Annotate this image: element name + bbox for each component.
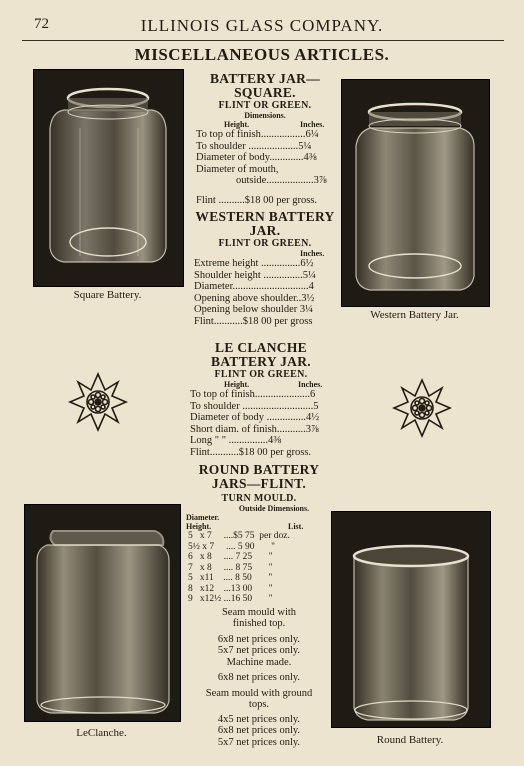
round-jars-note: 5x7 net prices only. (217, 645, 301, 656)
leclanche-jar-row: To top of finish.....................6 (190, 389, 316, 400)
square-jar-row: outside..................3⅞ (236, 175, 327, 187)
leclanche-jar-row: Flint...........$18 00 per gross. (190, 446, 312, 458)
western-jar-row: Shoulder height ...............5¼ (194, 269, 316, 281)
western-jar-row: Extreme height ...............6½ (194, 258, 314, 269)
round-jars-col-list: List. (288, 522, 304, 531)
leclanche-jar-title-2: BATTERY JAR. (211, 354, 311, 369)
square-jar-price: Flint ..........$18 00 per gross. (196, 194, 318, 206)
round-jars-note: Machine made. (226, 656, 292, 668)
leclanche-caption: LeClanche. (76, 727, 127, 739)
round-jars-note: Seam mould with (221, 606, 297, 618)
round-jars-row: 5 x11 .... 8 50 " (188, 573, 273, 583)
round-jars-note: 6x8 net prices only. (217, 633, 301, 645)
western-jar-row: Flint...........$18 00 per gross (194, 315, 313, 327)
round-jars-row: 5½ x 7 .... 5 90 " (188, 541, 276, 552)
running-title: ILLINOIS GLASS COMPANY. (140, 16, 384, 35)
western-jar-col-inches: Inches. (300, 249, 325, 258)
square-jar-col-height: Height. (224, 120, 250, 129)
round-jars-note: 6x8 net prices only. (217, 725, 301, 736)
square-jar-title-2: SQUARE. (234, 85, 296, 100)
square-battery-image (33, 69, 184, 287)
round-jars-row: 6 x 8 .... 7 25 " (188, 552, 273, 562)
round-battery-caption: Round Battery. (376, 734, 444, 746)
leclanche-jar-row: Diameter of body ...............4½ (190, 412, 320, 424)
western-battery-jar-image (341, 79, 490, 307)
round-jars-title-2: JARS—FLINT. (211, 476, 307, 491)
leclanche-jar-title-1: LE CLANCHE (215, 340, 307, 355)
leclanche-jar-col-inches: Inches. (298, 380, 323, 389)
round-jars-col-height: Height. (186, 522, 212, 531)
round-jars-row: 9 x12½ ...16 50 " (188, 594, 273, 604)
square-jar-dimensions: Dimensions. (244, 111, 286, 120)
square-battery-caption: Square Battery. (73, 289, 142, 301)
square-jar-col-inches: Inches. (300, 120, 325, 129)
western-jar-spec (190, 210, 340, 328)
square-jar-row: To shoulder ...................5¼ (196, 140, 312, 152)
page-number: 72 (34, 16, 49, 32)
leclanche-jar-col-height: Height. (224, 380, 250, 389)
round-jars-outside: Outside Dimensions. (238, 504, 310, 513)
round-jars-spec (184, 463, 334, 748)
western-jar-title-1: WESTERN BATTERY (195, 209, 335, 224)
round-jars-row: 7 x 8 .... 8 75 " (188, 562, 273, 573)
leclanche-image (24, 504, 181, 722)
round-jars-note: Seam mould with ground (205, 687, 313, 699)
leclanche-jar-row: Short diam. of finish...........3⅞ (190, 423, 319, 435)
western-battery-caption: Western Battery Jar. (370, 309, 459, 321)
round-battery-image (331, 511, 491, 728)
square-jar-row: Diameter of body.............4⅜ (196, 152, 317, 164)
square-jar-row: To top of finish.................6¼ (196, 129, 319, 140)
section-title: MISCELLANEOUS ARTICLES. (134, 45, 390, 64)
square-jar-title-1: BATTERY JAR— (209, 71, 320, 86)
square-jar-spec (190, 72, 340, 207)
right-star-ornament (390, 376, 454, 440)
square-jar-finish: FLINT OR GREEN. (218, 100, 312, 111)
round-jars-note: finished top. (232, 618, 286, 629)
western-jar-title-2: JAR. (249, 223, 281, 238)
round-jars-mould: TURN MOULD. (221, 493, 297, 504)
western-jar-finish: FLINT OR GREEN. (218, 238, 312, 249)
leclanche-jar-spec (186, 341, 336, 459)
left-star-ornament (66, 370, 130, 434)
round-jars-note: 4x5 net prices only. (217, 713, 301, 725)
leclanche-jar-row: Long " " ...............4⅜ (190, 435, 282, 447)
square-jar-row: Diameter of mouth, (196, 163, 279, 175)
round-jars-row: 5 x 7 ....$5 75 per doz. (188, 531, 290, 541)
western-jar-row: Diameter.............................4 (194, 281, 314, 293)
round-jars-title-1: ROUND BATTERY (198, 462, 320, 477)
round-jars-row: 8 x12 ...13 00 " (188, 583, 273, 594)
western-jar-row: Opening above shoulder..3½ (194, 292, 315, 304)
round-jars-col-diameter: Diameter. (186, 513, 220, 522)
western-jar-row: Opening below shoulder 3¼ (194, 304, 313, 316)
leclanche-jar-finish: FLINT OR GREEN. (214, 369, 308, 380)
leclanche-jar-row: To shoulder ...........................5 (190, 400, 319, 412)
round-jars-note: tops. (248, 699, 270, 710)
round-jars-note: 5x7 net prices only. (217, 736, 301, 748)
round-jars-note: 6x8 net prices only. (217, 672, 301, 683)
header-rule (22, 40, 504, 41)
